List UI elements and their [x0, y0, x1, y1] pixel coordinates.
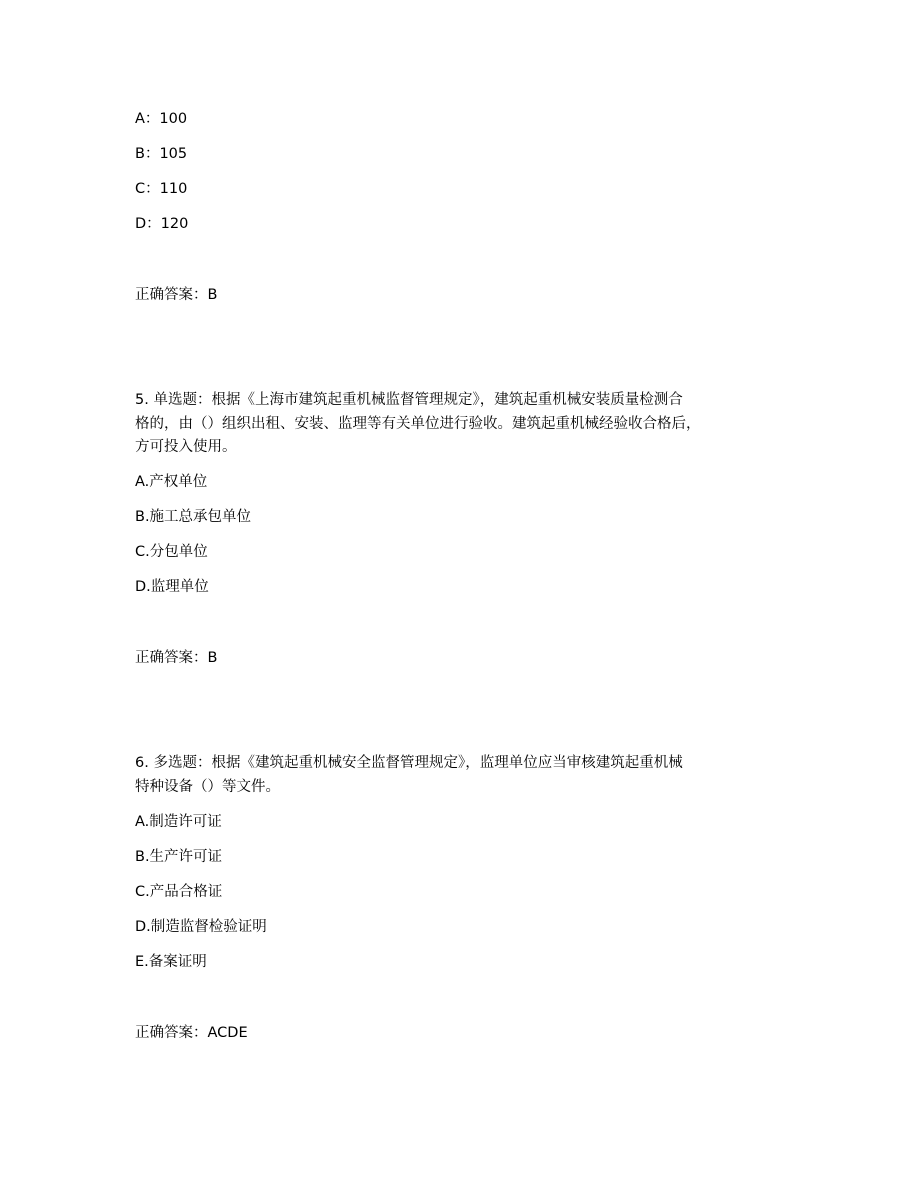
q6-option-b: B.生产许可证	[135, 849, 223, 865]
option-c: C：110	[135, 181, 188, 197]
q6-answer-text: 正确答案：ACDE	[135, 1025, 248, 1041]
q5-option-a: A.产权单位	[135, 474, 208, 490]
option-a: A：100	[135, 111, 188, 127]
q5-answer-text: 正确答案：B	[135, 650, 218, 666]
option-b: B：105	[135, 146, 188, 162]
question-6-line-2: 特种设备（）等文件。	[135, 779, 280, 795]
q6-option-c: C.产品合格证	[135, 884, 223, 900]
q5-option-d: D.监理单位	[135, 579, 209, 595]
q6-option-d: D.制造监督检验证明	[135, 919, 267, 935]
q6-option-e: E.备案证明	[135, 954, 207, 970]
question-6-line-1: 6. 多选题：根据《建筑起重机械安全监督管理规定》，监理单位应当审核建筑起重机械	[135, 755, 683, 771]
question-5-line-3: 方可投入使用。	[135, 439, 237, 455]
option-d: D：120	[135, 216, 189, 232]
q6-option-a: A.制造许可证	[135, 814, 222, 830]
answer-text: 正确答案：B	[135, 287, 218, 303]
question-5-line-1: 5. 单选题：根据《上海市建筑起重机械监督管理规定》，建筑起重机械安装质量检测合	[135, 392, 683, 408]
q5-option-c: C.分包单位	[135, 544, 208, 560]
q5-option-b: B.施工总承包单位	[135, 509, 252, 525]
question-5-line-2: 格的，由（）组织出租、安装、监理等有关单位进行验收。建筑起重机械经验收合格后，	[135, 416, 701, 432]
